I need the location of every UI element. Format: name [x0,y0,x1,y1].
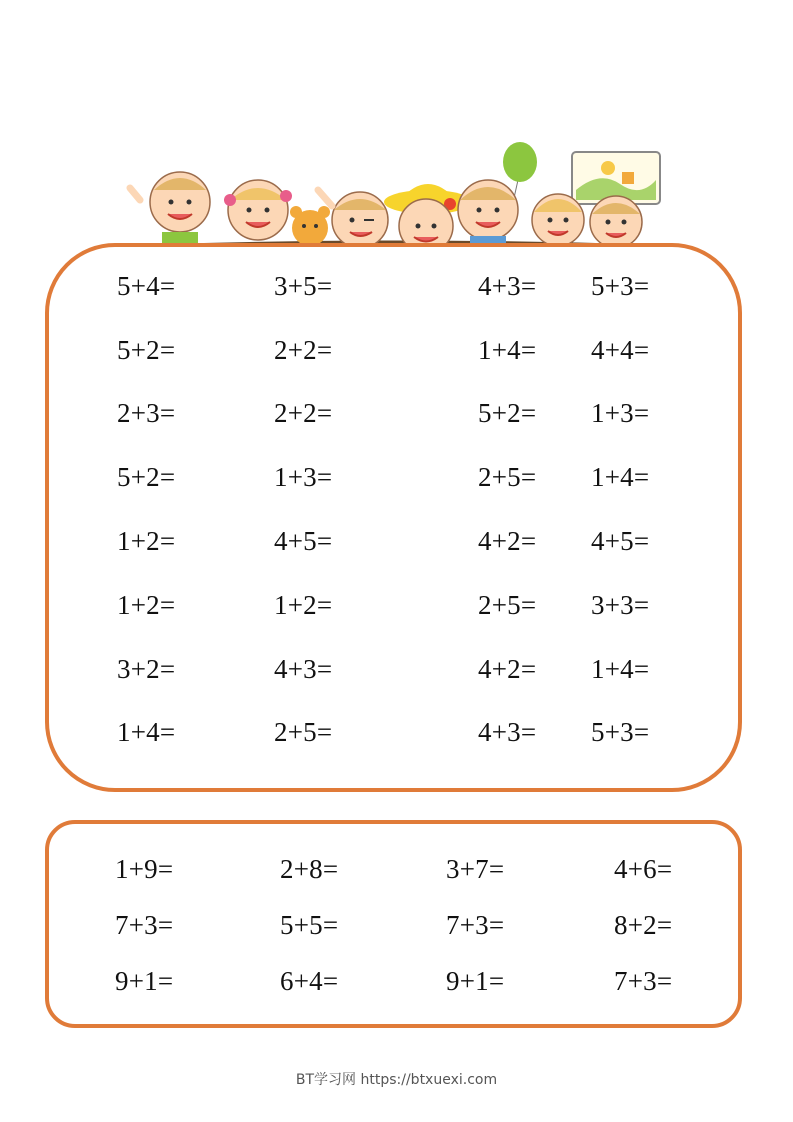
math-problem: 1+4= [591,462,650,492]
math-problem: 4+3= [478,271,537,301]
math-problem: 4+4= [591,335,650,365]
math-problem: 4+6= [614,854,673,884]
math-problem: 2+5= [478,462,537,492]
math-problem: 1+2= [274,590,333,620]
math-problem: 6+4= [280,966,339,996]
math-problem: 5+5= [280,910,339,940]
math-problem: 3+3= [591,590,650,620]
math-problem: 4+2= [478,654,537,684]
math-problem: 3+5= [274,271,333,301]
addition-panel-a [45,243,742,792]
math-problem: 7+3= [614,966,673,996]
math-problem: 4+2= [478,526,537,556]
math-problem: 7+3= [115,910,174,940]
math-problem: 4+5= [274,526,333,556]
math-problem: 5+4= [117,271,176,301]
math-problem: 1+3= [274,462,333,492]
children-banner-illustration [110,140,680,255]
math-problem: 1+9= [115,854,174,884]
math-problem: 2+5= [478,590,537,620]
math-problem: 4+5= [591,526,650,556]
math-problem: 3+2= [117,654,176,684]
math-problem: 5+2= [117,335,176,365]
math-problem: 4+3= [274,654,333,684]
math-problem: 1+2= [117,526,176,556]
math-problem: 8+2= [614,910,673,940]
math-problem: 1+2= [117,590,176,620]
math-problem: 4+3= [478,717,537,747]
math-problem: 5+3= [591,717,650,747]
math-problem: 3+7= [446,854,505,884]
math-problem: 2+8= [280,854,339,884]
math-problem: 9+1= [115,966,174,996]
math-problem: 5+3= [591,271,650,301]
math-problem: 2+5= [274,717,333,747]
math-problem: 1+4= [117,717,176,747]
math-problem: 2+2= [274,335,333,365]
math-problem: 1+4= [591,654,650,684]
math-problem: 1+3= [591,398,650,428]
footer-watermark: BT学习网 https://btxuexi.com [295,1072,498,1088]
math-problem: 5+2= [117,462,176,492]
math-problem: 9+1= [446,966,505,996]
math-problem: 2+2= [274,398,333,428]
math-problem: 7+3= [446,910,505,940]
math-problem: 5+2= [478,398,537,428]
math-problem: 2+3= [117,398,176,428]
math-problem: 1+4= [478,335,537,365]
